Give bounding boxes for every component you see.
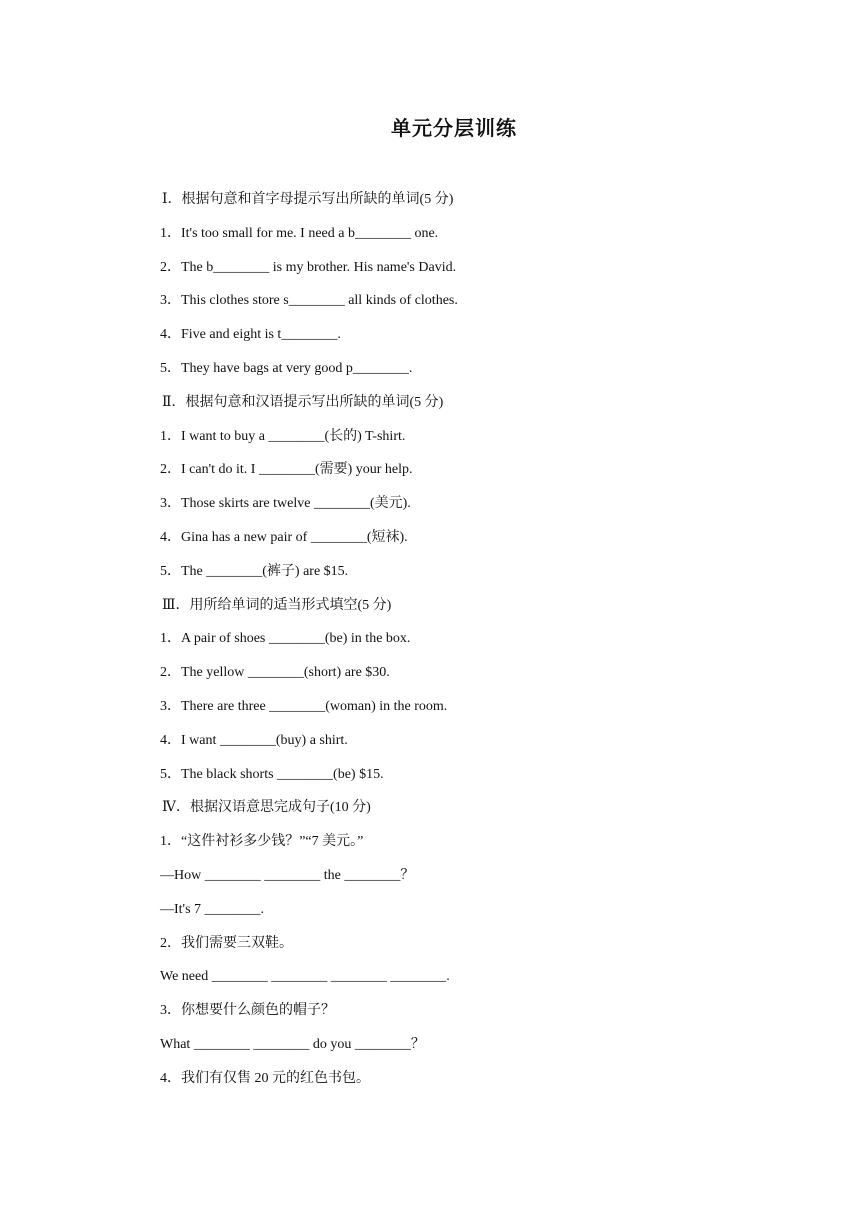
question-line: 4．Gina has a new pair of ________(短袜).: [160, 529, 408, 545]
question-line: 2．我们需要三双鞋。: [160, 935, 293, 951]
section-heading-1: Ⅰ．根据句意和首字母提示写出所缺的单词(5 分): [162, 192, 454, 207]
question-line: 2．The b________ is my brother. His name's David.: [160, 259, 457, 275]
answer-line: —It's 7 ________.: [160, 901, 265, 917]
question-line: 5．The ________(裤子) are $15.: [160, 563, 349, 579]
section-heading-2: Ⅱ．根据句意和汉语提示写出所缺的单词(5 分): [162, 394, 444, 410]
question-line: 1．I want to buy a ________(长的) T-shirt.: [160, 428, 406, 444]
question-line: 2．The yellow ________(short) are $30.: [160, 665, 390, 681]
page-title: 单元分层训练: [391, 116, 517, 140]
question-line: 5．They have bags at very good p________.: [160, 360, 413, 376]
question-line: 3．This clothes store s________ all kinds of clothes.: [160, 293, 458, 309]
question-line: 1．“这件衬衫多少钱？”“7 美元。”: [160, 834, 364, 850]
question-line: 3．Those skirts are twelve ________(美元).: [160, 496, 411, 512]
question-line: 5．The black shorts ________(be) $15.: [160, 766, 384, 782]
answer-line: —How ________ ________ the ________？: [160, 867, 415, 883]
question-line: 3．你想要什么颜色的帽子？: [160, 1003, 335, 1019]
section-heading-4: Ⅳ．根据汉语意思完成句子(10 分): [162, 800, 371, 816]
question-line: 2．I can't do it. I ________(需要) your help.: [160, 462, 413, 478]
question-line: 3．There are three ________(woman) in the room.: [160, 698, 448, 714]
section-heading-3: Ⅲ．用所给单词的适当形式填空(5 分): [162, 597, 392, 613]
question-line: 4．Five and eight is t________.: [160, 327, 341, 343]
answer-line: We need ________ ________ ________ ________.: [160, 969, 450, 985]
question-line: 4．我们有仅售 20 元的红色书包。: [160, 1070, 370, 1086]
answer-line: What ________ ________ do you ________？: [160, 1036, 425, 1052]
exercise-body: [160, 186, 780, 1099]
question-line: 1．A pair of shoes ________(be) in the box.: [160, 631, 411, 647]
question-line: 4．I want ________(buy) a shirt.: [160, 732, 348, 748]
question-line: 1．It's too small for me. I need a b________ one.: [160, 225, 439, 241]
